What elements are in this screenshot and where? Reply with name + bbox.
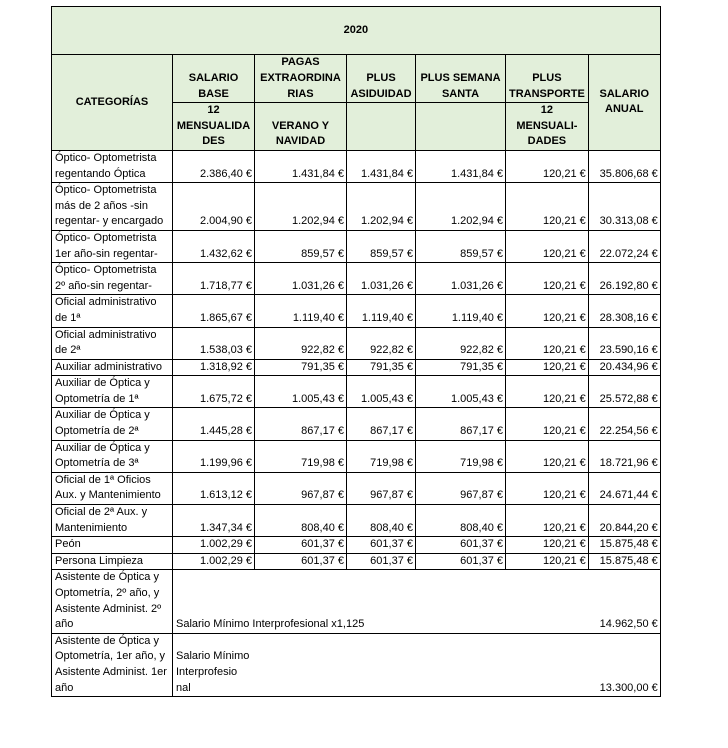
cell-salario-anual: 15.875,48 € bbox=[588, 553, 660, 570]
table-row bbox=[52, 295, 661, 327]
cell-salario-anual: 30.313,08 € bbox=[588, 183, 660, 231]
cell-plus-transporte: 120,21 € bbox=[506, 295, 589, 327]
cell-plus-asiduidad: 1.119,40 € bbox=[347, 295, 416, 327]
cell-plus-transporte: 120,21 € bbox=[506, 263, 589, 295]
subheader-salario-base: 12 MENSUALIDA DES bbox=[173, 103, 255, 151]
cell-salario-anual: 35.806,68 € bbox=[588, 150, 660, 182]
cell-plus-semana-santa: 922,82 € bbox=[416, 327, 506, 359]
cell-empty bbox=[255, 633, 589, 696]
table-row bbox=[52, 230, 661, 262]
cell-categoria: Auxiliar de Óptica y Optometría de 1ª bbox=[52, 376, 173, 408]
cell-salario-anual: 25.572,88 € bbox=[588, 376, 660, 408]
cell-pagas-extraordinarias: 922,82 € bbox=[255, 327, 347, 359]
cell-pagas-extraordinarias: 601,37 € bbox=[255, 553, 347, 570]
cell-categoria: Oficial de 2ª Aux. y Mantenimiento bbox=[52, 505, 173, 537]
cell-plus-semana-santa: 601,37 € bbox=[416, 553, 506, 570]
cell-plus-semana-santa: 1.031,26 € bbox=[416, 263, 506, 295]
cell-salario-anual: 22.254,56 € bbox=[588, 408, 660, 440]
cell-plus-semana-santa: 601,37 € bbox=[416, 537, 506, 554]
cell-plus-asiduidad: 719,98 € bbox=[347, 440, 416, 472]
cell-categoria: Oficial administrativo de 2ª bbox=[52, 327, 173, 359]
cell-plus-asiduidad: 967,87 € bbox=[347, 472, 416, 504]
cell-plus-asiduidad: 1.031,26 € bbox=[347, 263, 416, 295]
cell-plus-transporte: 120,21 € bbox=[506, 505, 589, 537]
cell-categoria: Auxiliar administrativo bbox=[52, 359, 173, 376]
cell-pagas-extraordinarias: 1.031,26 € bbox=[255, 263, 347, 295]
header-plus-transporte: PLUS TRANSPORTE bbox=[506, 55, 589, 103]
cell-salario-anual: 20.844,20 € bbox=[588, 505, 660, 537]
cell-salario-base: 2.004,90 € bbox=[173, 183, 255, 231]
cell-categoria: Óptico- Optometrista más de 2 años -sin regentar- y encargado bbox=[52, 183, 173, 231]
cell-salario-base: 1.199,96 € bbox=[173, 440, 255, 472]
cell-plus-semana-santa: 1.119,40 € bbox=[416, 295, 506, 327]
cell-plus-transporte: 120,21 € bbox=[506, 537, 589, 554]
cell-plus-asiduidad: 791,35 € bbox=[347, 359, 416, 376]
cell-salario-base: 1.002,29 € bbox=[173, 537, 255, 554]
cell-plus-transporte: 120,21 € bbox=[506, 553, 589, 570]
cell-pagas-extraordinarias: 808,40 € bbox=[255, 505, 347, 537]
cell-salario-base: 1.538,03 € bbox=[173, 327, 255, 359]
table-row bbox=[52, 359, 661, 376]
table-row bbox=[52, 440, 661, 472]
header-pagas-extraordinarias: PAGAS EXTRAORDINA RIAS bbox=[255, 55, 347, 103]
cell-plus-semana-santa: 808,40 € bbox=[416, 505, 506, 537]
table-row bbox=[52, 376, 661, 408]
cell-plus-transporte: 120,21 € bbox=[506, 327, 589, 359]
cell-plus-asiduidad: 601,37 € bbox=[347, 537, 416, 554]
cell-categoria: Óptico- Optometrista 1er año-sin regentar- bbox=[52, 230, 173, 262]
cell-plus-asiduidad: 1.202,94 € bbox=[347, 183, 416, 231]
cell-plus-transporte: 120,21 € bbox=[506, 408, 589, 440]
cell-pagas-extraordinarias: 859,57 € bbox=[255, 230, 347, 262]
cell-salario-base: 1.445,28 € bbox=[173, 408, 255, 440]
cell-salario-anual: 13.300,00 € bbox=[588, 633, 660, 696]
cell-pagas-extraordinarias: 1.005,43 € bbox=[255, 376, 347, 408]
cell-salario-base: 1.865,67 € bbox=[173, 295, 255, 327]
subheader-pagas-extraordinarias: VERANO Y NAVIDAD bbox=[255, 103, 347, 151]
table-row bbox=[52, 150, 661, 182]
table-row bbox=[52, 537, 661, 554]
cell-plus-transporte: 120,21 € bbox=[506, 440, 589, 472]
cell-plus-transporte: 120,21 € bbox=[506, 472, 589, 504]
subheader-plus-transporte: 12 MENSUALI- DADES bbox=[506, 103, 589, 151]
cell-pagas-extraordinarias: 1.202,94 € bbox=[255, 183, 347, 231]
cell-plus-asiduidad: 1.431,84 € bbox=[347, 150, 416, 182]
table-row bbox=[52, 183, 661, 231]
table-row bbox=[52, 472, 661, 504]
header-salario-base: SALARIO BASE bbox=[173, 55, 255, 103]
cell-categoria: Oficial de 1ª Oficios Aux. y Mantenimiento bbox=[52, 472, 173, 504]
subheader-plus-semana-santa bbox=[416, 103, 506, 151]
cell-note: Salario Mínimo Interprofesio nal bbox=[173, 633, 255, 696]
cell-plus-asiduidad: 601,37 € bbox=[347, 553, 416, 570]
table-row bbox=[52, 327, 661, 359]
cell-salario-anual: 23.590,16 € bbox=[588, 327, 660, 359]
cell-pagas-extraordinarias: 791,35 € bbox=[255, 359, 347, 376]
table-row-special bbox=[52, 633, 661, 696]
cell-salario-anual: 26.192,80 € bbox=[588, 263, 660, 295]
cell-salario-base: 1.718,77 € bbox=[173, 263, 255, 295]
cell-categoria: Auxiliar de Óptica y Optometría de 3ª bbox=[52, 440, 173, 472]
cell-salario-base: 1.002,29 € bbox=[173, 553, 255, 570]
cell-plus-transporte: 120,21 € bbox=[506, 183, 589, 231]
cell-plus-semana-santa: 791,35 € bbox=[416, 359, 506, 376]
cell-plus-asiduidad: 808,40 € bbox=[347, 505, 416, 537]
cell-salario-base: 1.318,92 € bbox=[173, 359, 255, 376]
cell-salario-anual: 28.308,16 € bbox=[588, 295, 660, 327]
cell-plus-asiduidad: 859,57 € bbox=[347, 230, 416, 262]
cell-plus-semana-santa: 1.431,84 € bbox=[416, 150, 506, 182]
cell-plus-semana-santa: 859,57 € bbox=[416, 230, 506, 262]
cell-plus-asiduidad: 922,82 € bbox=[347, 327, 416, 359]
cell-pagas-extraordinarias: 1.119,40 € bbox=[255, 295, 347, 327]
cell-note: Salario Mínimo Interprofesional x1,125 bbox=[173, 570, 589, 633]
cell-plus-semana-santa: 1.202,94 € bbox=[416, 183, 506, 231]
cell-plus-asiduidad: 1.005,43 € bbox=[347, 376, 416, 408]
cell-categoria: Asistente de Óptica y Optometría, 1er año, y Asistente Administ. 1er año bbox=[52, 633, 173, 696]
cell-plus-semana-santa: 967,87 € bbox=[416, 472, 506, 504]
cell-plus-semana-santa: 719,98 € bbox=[416, 440, 506, 472]
header-salario-anual: SALARIO ANUAL bbox=[588, 55, 660, 151]
header-plus-asiduidad: PLUS ASIDUIDAD bbox=[347, 55, 416, 103]
cell-categoria: Peón bbox=[52, 537, 173, 554]
cell-pagas-extraordinarias: 867,17 € bbox=[255, 408, 347, 440]
cell-plus-transporte: 120,21 € bbox=[506, 359, 589, 376]
cell-salario-base: 1.432,62 € bbox=[173, 230, 255, 262]
table-row bbox=[52, 408, 661, 440]
cell-plus-semana-santa: 867,17 € bbox=[416, 408, 506, 440]
cell-plus-transporte: 120,21 € bbox=[506, 230, 589, 262]
cell-pagas-extraordinarias: 601,37 € bbox=[255, 537, 347, 554]
cell-pagas-extraordinarias: 967,87 € bbox=[255, 472, 347, 504]
cell-salario-anual: 18.721,96 € bbox=[588, 440, 660, 472]
table-row-special bbox=[52, 570, 661, 633]
cell-categoria: Persona Limpieza bbox=[52, 553, 173, 570]
cell-plus-asiduidad: 867,17 € bbox=[347, 408, 416, 440]
cell-salario-anual: 15.875,48 € bbox=[588, 537, 660, 554]
cell-plus-semana-santa: 1.005,43 € bbox=[416, 376, 506, 408]
cell-categoria: Óptico- Optometrista regentando Óptica bbox=[52, 150, 173, 182]
cell-salario-anual: 20.434,96 € bbox=[588, 359, 660, 376]
cell-salario-base: 2.386,40 € bbox=[173, 150, 255, 182]
subheader-plus-asiduidad bbox=[347, 103, 416, 151]
cell-salario-anual: 14.962,50 € bbox=[588, 570, 660, 633]
cell-pagas-extraordinarias: 1.431,84 € bbox=[255, 150, 347, 182]
cell-salario-base: 1.613,12 € bbox=[173, 472, 255, 504]
cell-salario-base: 1.347,34 € bbox=[173, 505, 255, 537]
cell-categoria: Óptico- Optometrista 2º año-sin regentar- bbox=[52, 263, 173, 295]
cell-categoria: Auxiliar de Óptica y Optometría de 2ª bbox=[52, 408, 173, 440]
salary-table bbox=[51, 6, 661, 697]
table-row bbox=[52, 263, 661, 295]
table-row bbox=[52, 505, 661, 537]
cell-categoria: Oficial administrativo de 1ª bbox=[52, 295, 173, 327]
header-plus-semana-santa: PLUS SEMANA SANTA bbox=[416, 55, 506, 103]
cell-categoria: Asistente de Óptica y Optometría, 2º año, y Asistente Administ. 2º año bbox=[52, 570, 173, 633]
cell-pagas-extraordinarias: 719,98 € bbox=[255, 440, 347, 472]
cell-salario-anual: 22.072,24 € bbox=[588, 230, 660, 262]
year-header: 2020 bbox=[52, 7, 661, 55]
cell-plus-transporte: 120,21 € bbox=[506, 376, 589, 408]
cell-salario-base: 1.675,72 € bbox=[173, 376, 255, 408]
cell-plus-transporte: 120,21 € bbox=[506, 150, 589, 182]
cell-salario-anual: 24.671,44 € bbox=[588, 472, 660, 504]
header-categorias: CATEGORÍAS bbox=[52, 55, 173, 151]
table-row bbox=[52, 553, 661, 570]
